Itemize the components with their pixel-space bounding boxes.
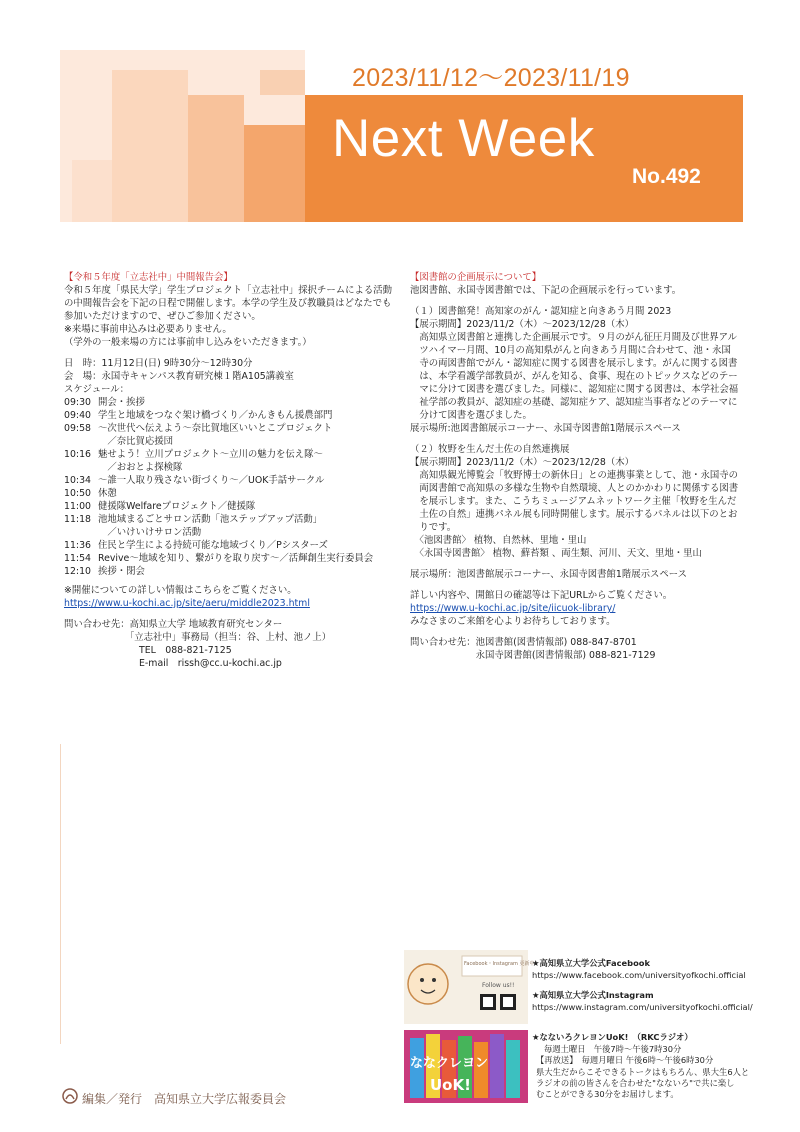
contact-line: 「立志社中」事務局（担当：谷、上村、池ノ上） [64,632,332,643]
sns-promo-image [404,950,537,1024]
image-caption: Facebook・Instagram 更新中! [464,961,537,967]
item-body-line: 〈池図書館〉 植物、自然林、里地・里山 [410,535,587,546]
item-body-line: 分けて図書を選びました。 [410,410,532,421]
schedule-time: 11:18 [64,514,92,525]
contact-line: E-mail rissh@cc.u-kochi.ac.jp [64,658,282,669]
schedule-time: 10:50 [64,488,92,499]
schedule-desc: 休憩 [98,488,117,499]
publisher-logo-icon [62,1088,78,1108]
library-link[interactable]: https://www.u-kochi.ac.jp/site/iicuok-library/ [410,603,616,614]
schedule-item [64,474,399,487]
event-link[interactable]: https://www.u-kochi.ac.jp/site/aeru/middle2023.html [64,598,310,609]
divider-line [60,744,61,1044]
footer-publisher: 編集／発行 高知県立大学広報委員会 [82,1092,287,1106]
item-body-line: 土佐の自然」連携パネル展も同時開催します。展示するパネルは以下のとお [410,509,738,520]
schedule-desc: ～次世代へ伝えよう～奈比賀地区いいとこプロジェクト ／奈比賀応援団 [98,423,333,447]
instagram-title: ★高知県立大学公式Instagram [532,990,654,1000]
intro-line: 池図書館、永国寺図書館では、下記の企画展示を行っています。 [410,285,682,296]
schedule-time: 11:54 [64,553,92,564]
schedule-desc: 池地域まるごとサロン活動「池ステップアップ活動」 ／いけいけサロン活動 [98,514,323,538]
uok-label: UoK! [430,1076,471,1094]
radio-promo-image [404,1030,528,1103]
item-title: （２）牧野を生んだ土佐の自然連携展 [410,444,570,455]
facebook-title: ★高知県立大学公式Facebook [532,958,650,968]
radio-description: むことができる30分をお届けします。 [536,1089,679,1099]
schedule-desc: 学生と地域をつなぐ架け橋づくり／かんきもん援農部門 [98,410,333,421]
item-title: （１）図書館発！高知家のがん・認知症と向きあう月間 2023 [410,306,672,317]
event-place: 会 場：永国寺キャンパス教育研究棟１階A105講義室 [64,371,294,382]
follow-text: Follow us!! [482,982,515,989]
schedule-time: 12:10 [64,566,92,577]
radio-schedule: 毎週土曜日 午後7時～午後7時30分 [544,1044,682,1054]
schedule-desc: 健援隊Welfareプロジェクト／健援隊 [98,501,256,512]
date-range: 2023/11/12～2023/11/19 [352,64,630,92]
intro-line: 参加いただけますので、ぜひご参加ください。 [64,311,261,322]
contact-line: 問い合わせ先：池図書館(図書情報部) 088-847-8701 [410,637,637,648]
issue-number: No.492 [632,165,701,188]
left-column [64,271,399,670]
schedule-item [64,487,399,500]
schedule-item [64,448,399,474]
intro-line: （学外の一般来場の方には事前申し込みをいただきます。） [64,337,312,348]
mosaic-tile [72,160,112,222]
item-body-line: を展示します。また、こうちミュージアムネットワーク主催「牧野を生んだ [410,496,737,507]
schedule-desc: ～誰一人取り残さない街づくり～／UOK手話サークル [98,475,325,486]
schedule-time: 09:40 [64,410,92,421]
mosaic-tile [260,70,305,95]
schedule-desc: 魅せよう！立川プロジェクト～立川の魅力を伝え隊～ ／おおとよ探検隊 [98,449,323,473]
item-body-line: 高知県立図書館と連携した企画展示です。９月のがん征圧月間及び世界アル [410,332,738,343]
item-place: 展示場所：池図書館展示コーナー、永国寺図書館1階展示スペース [410,569,687,580]
schedule-time: 11:36 [64,540,92,551]
item-period: 【展示期間】2023/11/2（木）～2023/12/28（木） [410,319,634,330]
schedule-time: 09:58 [64,423,92,434]
item-period: 【展示期間】2023/11/2（木）～2023/12/28（木） [410,457,634,468]
schedule-item [64,396,399,409]
item-body-line: 〈永国寺図書館〉 植物、蘚苔類 、両生類、河川、天文、里地・里山 [410,548,702,559]
item-body-line: 祉学部の教員が、認知症の基礎、認知症ケア、認知症当事者などのテーマに [410,397,738,408]
facebook-link[interactable]: https://www.facebook.com/universityofkochi.official [532,970,746,980]
item-place: 展示場所:池図書館展示コーナー、永国寺図書館1階展示スペース [410,423,681,434]
right-column [410,271,770,662]
radio-title: ★なないろクレヨンUoK! （RKCラジオ） [532,1032,693,1042]
contact-line: 問い合わせ先：高知県立大学 地域教育研究センター [64,619,283,630]
schedule-time: 09:30 [64,397,92,408]
schedule-time: 10:16 [64,449,92,460]
intro-line: ※来場に事前申込みは必要ありません。 [64,324,232,335]
item-body-line: 両図書館で高知県の多様な生物や自然環境、人とのかかわりに関係する図書 [410,483,739,494]
item-body-line: ツハイマー月間、10月の高知県がんと向きあう月間に合わせて、池・永国 [410,345,731,356]
radio-rebroadcast: 【再放送】 毎週月曜日 午後6時～午後6時30分 [536,1055,714,1065]
page-title: Next Week [332,109,595,168]
schedule-time: 10:34 [64,475,92,486]
intro-line: の中間報告会を下記の日程で開催します。本学の学生及び教職員はどなたでも [64,298,392,309]
mosaic-tile [188,95,244,222]
radio-description: 県大生だからこそできるトークはもちろん、県大生6人と [536,1067,750,1077]
radio-description: ラジオの前の皆さんを合わせた"なないろ"で共に楽し [536,1078,735,1088]
closing-text: みなさまのご来館を心よりお待ちしております。 [410,616,616,627]
schedule-item [64,552,399,565]
mosaic-tile [112,70,188,222]
more-info-text: 詳しい内容や、開館日の確認等は下記URLからご覧ください。 [410,590,673,601]
contact-line: 永国寺図書館(図書情報部) 088-821-7129 [410,650,656,661]
schedule-desc: 挨拶・閉会 [98,566,145,577]
item-body-line: 高知県観光博覧会「牧野博士の新休日」との連携事業として、池・永国寺の [410,470,738,481]
section-heading: 【令和５年度「立志社中」中間報告会】 [64,272,233,283]
item-body-line: マに分けて図書を選びました。同様に、認知症に関する図書は、本学社会福 [410,384,739,395]
schedule-item [64,422,399,448]
event-date: 日 時：11月12日(日) 9時30分～12時30分 [64,358,253,369]
schedule-desc: Revive～地域を知り、繋がりを取り戻す～／活輝創生実行委員会 [98,553,374,564]
item-body-line: りです。 [410,522,457,533]
item-body-line: は、本学看護学部教員が、がんを知る、食事、現在のトピックスなどのテー [410,371,738,382]
schedule-list [64,396,399,578]
mosaic-tile [244,125,305,222]
schedule-item [64,565,399,578]
schedule-time: 11:00 [64,501,92,512]
schedule-desc: 開会・挨拶 [98,397,145,408]
contact-line: TEL 088-821-7125 [64,645,232,656]
section-heading: 【図書館の企画展示について】 [410,272,542,283]
crayon-label: ななクレヨン [410,1056,489,1071]
schedule-item [64,513,399,539]
schedule-item [64,539,399,552]
schedule-label: スケジュール： [64,384,130,395]
schedule-item [64,409,399,422]
instagram-link[interactable]: https://www.instagram.com/universityofkochi.official/ [532,1002,753,1012]
header-banner [60,50,743,222]
item-body-line: 寺の両図書館でがん・認知症に関する図書を展示します。がんに関する図書 [410,358,738,369]
intro-line: 令和５年度「県民大学」学生プロジェクト「立志社中」採択チームによる活動 [64,285,392,296]
schedule-desc: 住民と学生による持続可能な地域づくり／Pシスターズ [98,540,328,551]
schedule-item [64,500,399,513]
more-info-text: ※開催についての詳しい情報はこちらをご覧ください。 [64,585,297,596]
